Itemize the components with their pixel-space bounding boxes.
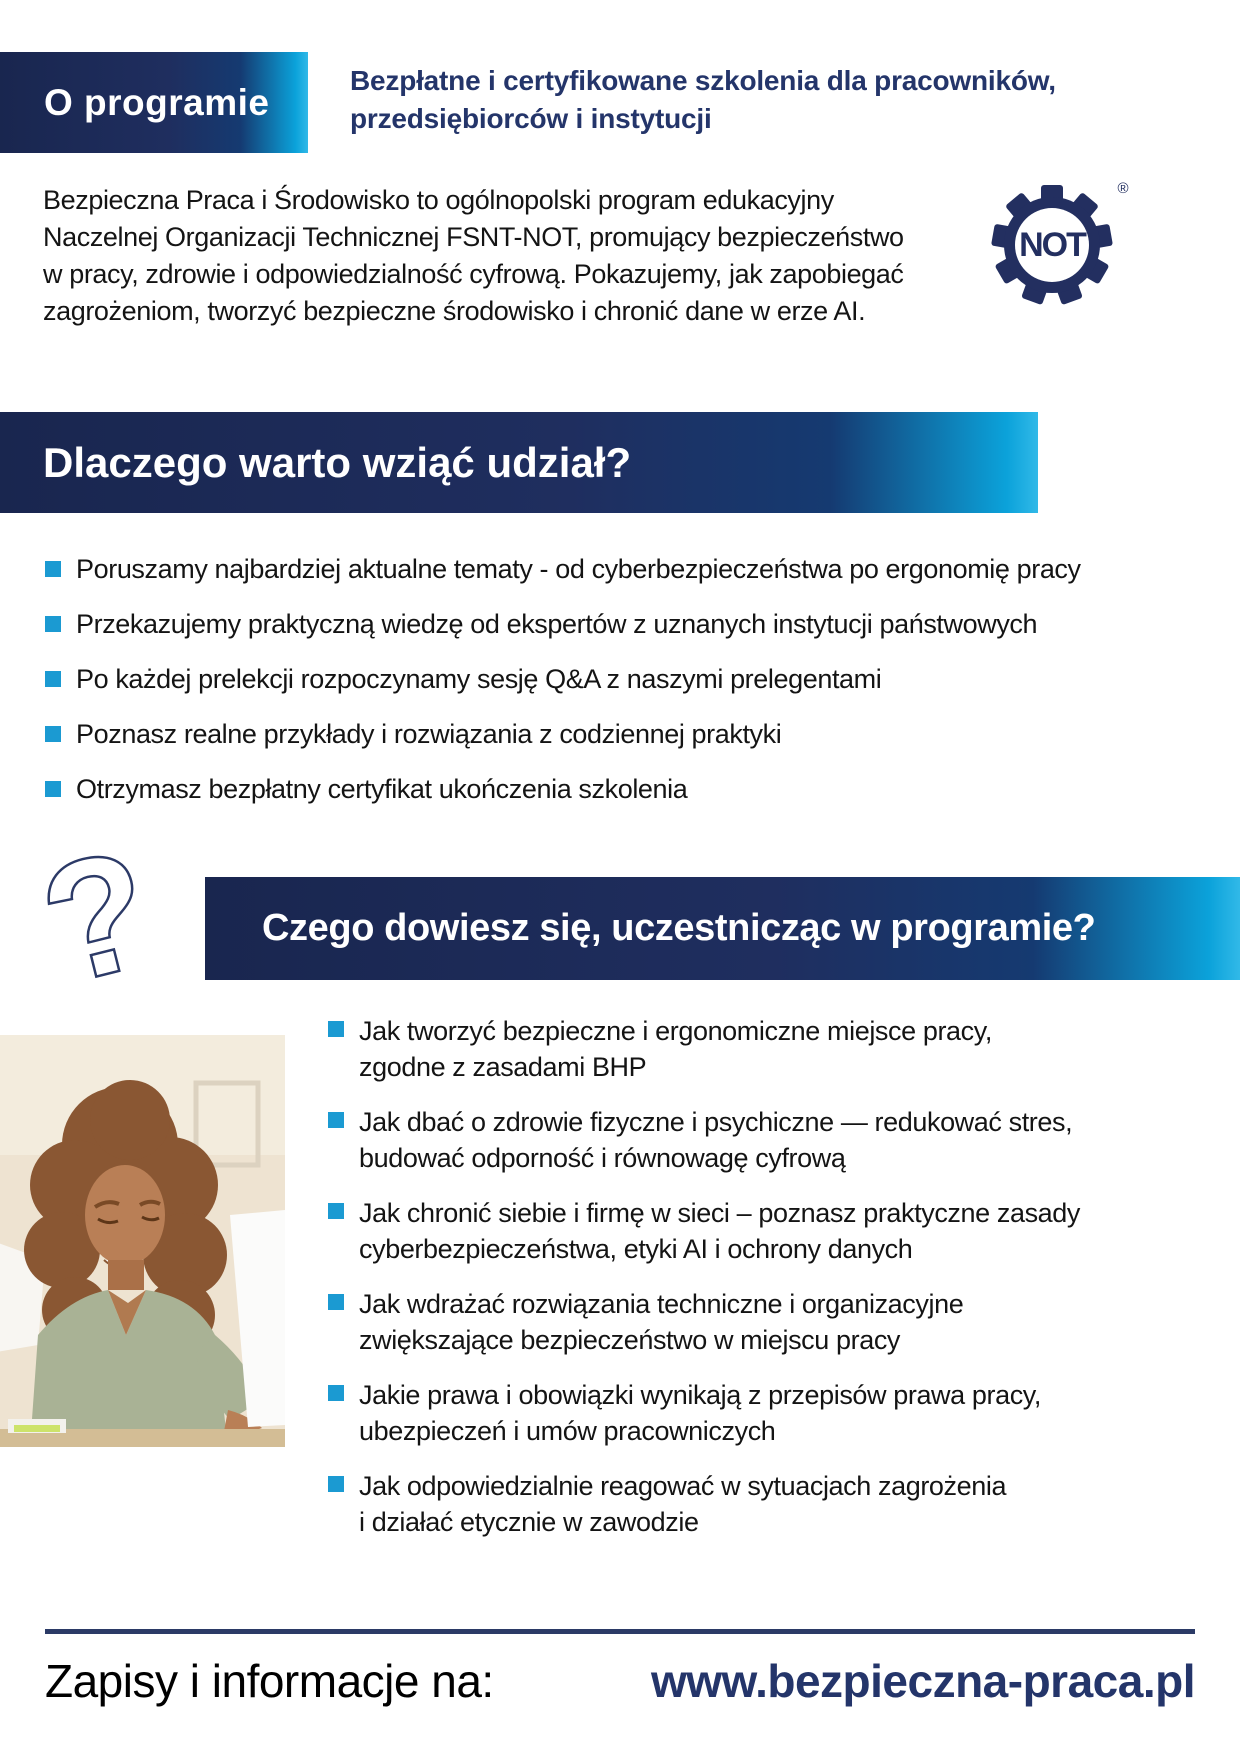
bullet-square-icon [45, 781, 61, 797]
registered-trademark-mark: ® [1117, 180, 1129, 197]
woman-laptop-photo [0, 1035, 285, 1447]
question-mark-icon [22, 846, 182, 1026]
bullet-square-icon [328, 1476, 344, 1492]
list-item [45, 718, 1081, 751]
list-item-line: Jak odpowiedzialnie reagować w sytuacjach zagrożenia [359, 1471, 1007, 1501]
bullet-square-icon [45, 726, 61, 742]
list-item-line: Jakie prawa i obowiązki wynikają z przepisów prawa pracy, [359, 1380, 1041, 1410]
list-item-text [359, 1195, 1080, 1267]
bullet-square-icon [328, 1294, 344, 1310]
footer-label: Zapisy i informacje na: [45, 1655, 494, 1707]
footer-divider [45, 1629, 1195, 1634]
list-item-text: Po każdej prelekcji rozpoczynamy sesję Q&A z naszymi prelegentami [76, 664, 882, 694]
learn-section-title: Czego dowiesz się, uczestnicząc w programie? [262, 907, 1096, 949]
list-item [328, 1377, 1080, 1449]
question-mark-glyph: ? [24, 846, 170, 1021]
why-bullet-list [45, 553, 1081, 806]
list-item-text: Poznasz realne przykłady i rozwiązania z codziennej praktyki [76, 719, 782, 749]
list-item-line: cyberbezpieczeństwa, etyki AI i ochrony danych [359, 1234, 913, 1264]
list-item-line: i działać etycznie w zawodzie [359, 1507, 699, 1537]
not-logo-text: NOT [1019, 226, 1085, 264]
list-item-line: Jak tworzyć bezpieczne i ergonomiczne miejsce pracy, [359, 1016, 992, 1046]
list-item [328, 1468, 1080, 1540]
list-item-line: budować odporność i równowagę cyfrową [359, 1143, 846, 1173]
about-paragraph [43, 182, 904, 330]
list-item-text: Otrzymasz bezpłatny certyfikat ukończenia szkolenia [76, 774, 688, 804]
bullet-square-icon [45, 616, 61, 632]
list-item-text [359, 1468, 1006, 1540]
header-title [350, 62, 1056, 138]
list-item-text: Poruszamy najbardziej aktualne tematy - od cyberbezpieczeństwa po ergonomię pracy [76, 554, 1081, 584]
list-item-line: ubezpieczeń i umów pracowniczych [359, 1416, 776, 1446]
learn-bullet-list [328, 1013, 1080, 1540]
bullet-square-icon [328, 1021, 344, 1037]
bullet-square-icon [328, 1385, 344, 1401]
about-paragraph-line1: Bezpieczna Praca i Środowisko to ogólnopolski program edukacyjny [43, 185, 834, 215]
header-title-line1: Bezpłatne i certyfikowane szkolenia dla pracowników, [350, 65, 1056, 96]
list-item-line: zgodne z zasadami BHP [359, 1052, 647, 1082]
bullet-square-icon [328, 1112, 344, 1128]
list-item [45, 773, 1081, 806]
bullet-square-icon [328, 1203, 344, 1219]
about-badge-label: O programie [44, 81, 270, 123]
list-item-text [359, 1104, 1072, 1176]
list-item-line: zwiększające bezpieczeństwo w miejscu pracy [359, 1325, 901, 1355]
list-item [328, 1286, 1080, 1358]
list-item [45, 663, 1081, 696]
list-item-text: Przekazujemy praktyczną wiedzę od ekspertów z uznanych instytucji państwowych [76, 609, 1038, 639]
list-item-text [359, 1013, 992, 1085]
list-item [328, 1104, 1080, 1176]
list-item [328, 1013, 1080, 1085]
bullet-square-icon [45, 561, 61, 577]
list-item-line: Jak wdrażać rozwiązania techniczne i organizacyjne [359, 1289, 964, 1319]
list-item [45, 608, 1081, 641]
list-item-line: Jak chronić siebie i firmę w sieci – poznasz praktyczne zasady [359, 1198, 1081, 1228]
about-paragraph-line4: zagrożeniom, tworzyć bezpieczne środowisko i chronić dane w erze AI. [43, 296, 866, 326]
header-title-line2: przedsiębiorców i instytucji [350, 103, 712, 134]
footer-url: www.bezpieczna-praca.pl [650, 1655, 1195, 1707]
list-item-line: Jak dbać o zdrowie fizyczne i psychiczne — redukować stres, [359, 1107, 1073, 1137]
not-gear-logo-icon [990, 175, 1135, 310]
list-item-text [359, 1286, 963, 1358]
about-section-badge [0, 52, 308, 153]
list-item [45, 553, 1081, 586]
about-paragraph-line2: Naczelnej Organizacji Technicznej FSNT-NOT, promujący bezpieczeństwo [43, 222, 904, 252]
why-section-title: Dlaczego warto wziąć udział? [43, 438, 632, 486]
list-item [328, 1195, 1080, 1267]
why-section-banner [0, 412, 1038, 513]
list-item-text [359, 1377, 1041, 1449]
learn-section-banner [205, 877, 1240, 980]
bullet-square-icon [45, 671, 61, 687]
about-paragraph-line3: w pracy, zdrowie i odpowiedzialność cyfrową. Pokazujemy, jak zapobiegać [43, 259, 904, 289]
